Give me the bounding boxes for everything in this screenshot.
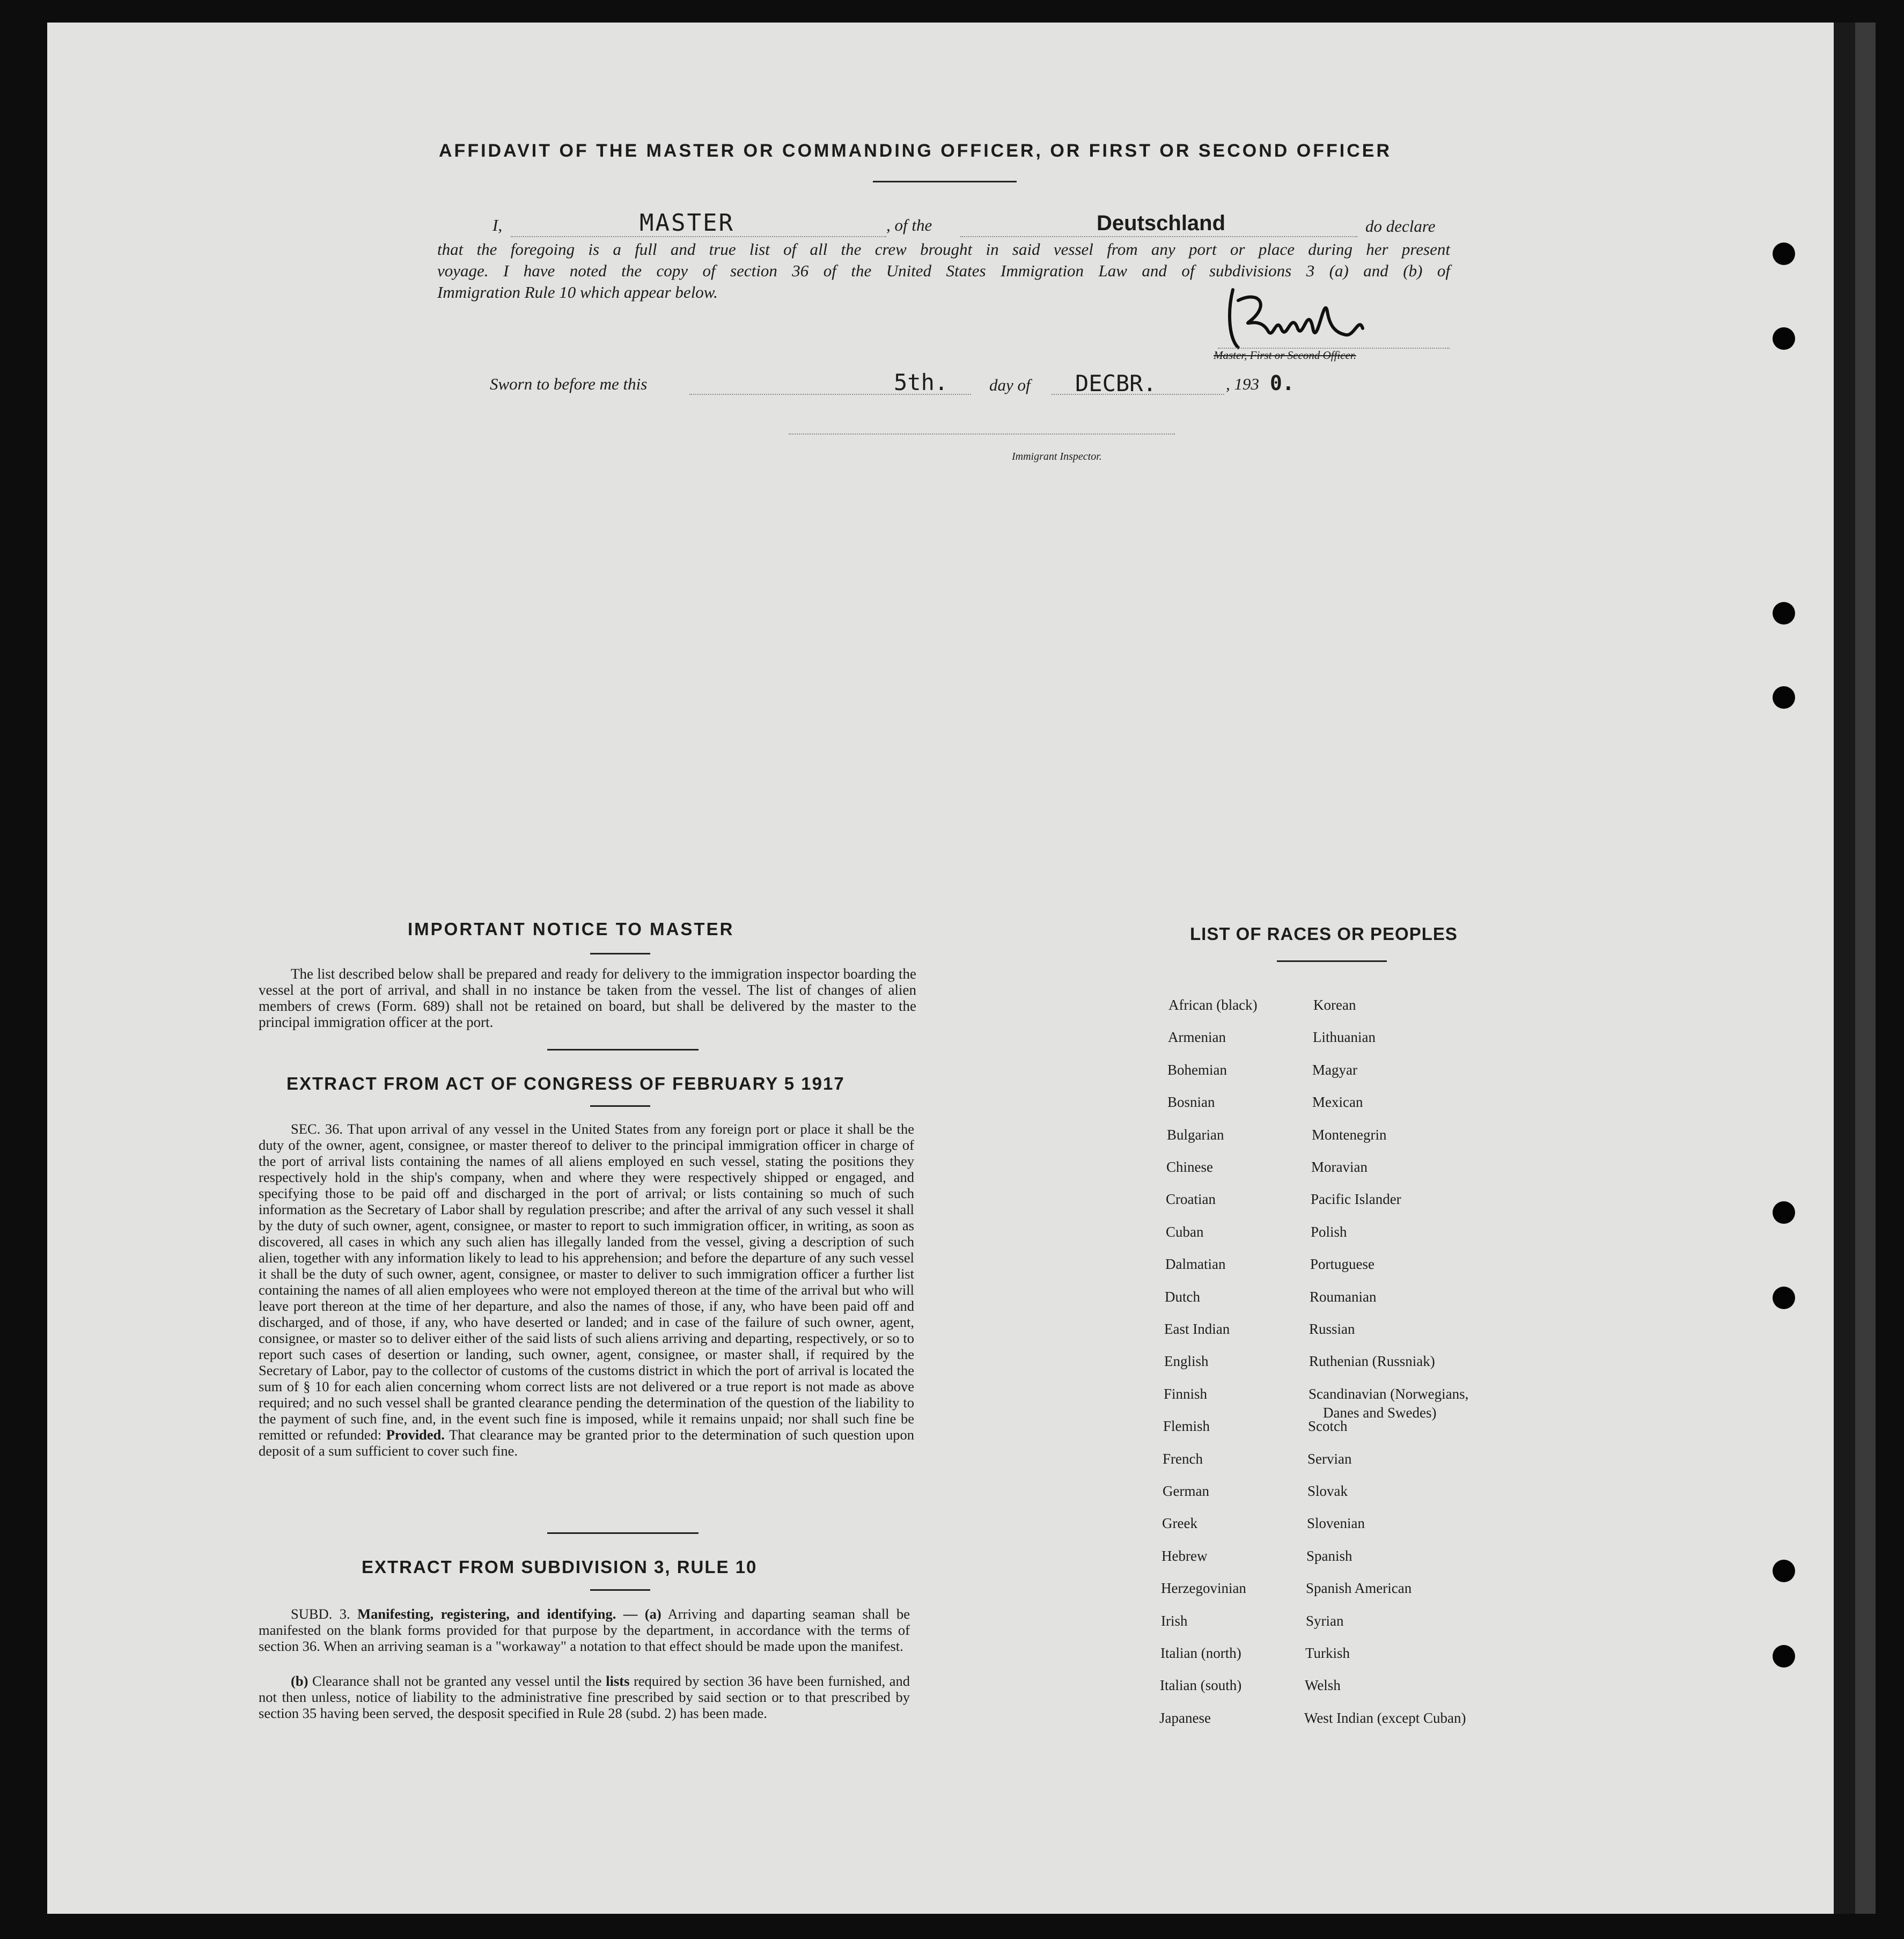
race-item: Italian (south): [1160, 1677, 1242, 1693]
subd-label: SUBD. 3.: [291, 1606, 350, 1622]
race-item: Pacific Islander: [1311, 1191, 1401, 1207]
notice-text: The list described below shall be prepared and ready for delivery to the immigration inspector boarding the vessel at the port of arrival, and shall in no instance be taken from the vessel. The list of changes of alien members of crews (Form. 689) shall not be retained on board, but shall be delivered by the master to the principal immigration officer at the port.: [259, 966, 916, 1030]
race-item: Flemish: [1163, 1418, 1210, 1434]
act-title: EXTRACT FROM ACT OF CONGRESS OF FEBRUARY 5 1917: [286, 1074, 845, 1093]
race-item-extra: Danes and Swedes): [1323, 1405, 1437, 1421]
punch-hole: [1773, 327, 1795, 350]
notice-end-rule: [547, 1049, 699, 1051]
binding-strip: [1855, 23, 1876, 1914]
races-rule: [1277, 960, 1387, 962]
subdivision-rule: [590, 1589, 650, 1591]
title-rule: [873, 181, 1017, 182]
race-item: Lithuanian: [1313, 1029, 1376, 1045]
notice-rule: [590, 953, 650, 954]
race-item: Scandinavian (Norwegians,: [1308, 1386, 1469, 1402]
subd-b-lists: lists: [606, 1673, 630, 1689]
race-item: English: [1164, 1353, 1209, 1369]
year-suffix: 0.: [1270, 371, 1295, 395]
race-item: Herzegovinian: [1161, 1580, 1246, 1596]
subd-heading: Manifesting, registering, and identifying.: [357, 1606, 616, 1622]
race-item: Moravian: [1311, 1159, 1368, 1175]
act-text: [259, 1121, 914, 1459]
punch-hole: [1773, 1560, 1795, 1582]
race-item: Montenegrin: [1312, 1127, 1387, 1143]
subd-a-text: Arriving and daparting seaman shall be manifested on the blank forms provided for that purpose by the department, in accordance with the terms of section 36. When an arriving seaman is a "workaway" a notation to that effect should be made upon the manifest.: [259, 1606, 910, 1654]
race-item: Hebrew: [1161, 1548, 1208, 1564]
race-item: Polish: [1311, 1224, 1347, 1240]
race-item: Scotch: [1308, 1418, 1348, 1434]
race-item: Bohemian: [1167, 1062, 1227, 1078]
race-item: Dalmatian: [1165, 1256, 1226, 1272]
race-item: Bulgarian: [1167, 1127, 1224, 1143]
race-item: Slovenian: [1307, 1515, 1365, 1531]
notice-title: IMPORTANT NOTICE TO MASTER: [408, 919, 734, 939]
race-item: Slovak: [1307, 1483, 1348, 1499]
race-item: Mexican: [1312, 1094, 1363, 1110]
punch-hole: [1773, 686, 1795, 709]
subd-b-text-1: Clearance shall not be granted any vessel until the: [312, 1673, 602, 1689]
signature-caption: Master, First or Second Officer.: [1214, 349, 1356, 362]
inspector-line: [789, 434, 1175, 435]
race-item: Magyar: [1312, 1062, 1357, 1078]
subdivision-b-text: [259, 1673, 910, 1721]
races-title: LIST OF RACES OR PEOPLES: [1190, 924, 1458, 944]
race-item: Croatian: [1166, 1191, 1216, 1207]
of-the-label: , of the: [886, 216, 932, 234]
race-item: Portuguese: [1310, 1256, 1374, 1272]
punch-hole: [1773, 602, 1795, 625]
officer-name: MASTER: [639, 209, 734, 237]
subd-b-text-2: required by section 36 have been furnished, and not then unless, notice of liability to the administrative fine prescribed by said section or to that prescribed by section 35 having been served, the desposit specified in Rule 28 (subd. 2) has been made.: [259, 1673, 910, 1721]
subdivision-title: EXTRACT FROM SUBDIVISION 3, RULE 10: [362, 1557, 758, 1577]
vessel-name: Deutschland: [1097, 211, 1226, 235]
sworn-month: DECBR.: [1075, 370, 1157, 396]
act-text-end: That clearance may be granted prior to the determination of such question upon deposit of a sum sufficient to cover such fine.: [259, 1427, 914, 1459]
year-prefix: , 193: [1226, 374, 1259, 393]
act-text-main: SEC. 36. That upon arrival of any vessel in the United States from any foreign port or place it shall be the duty of the owner, agent, consignee, or master thereof to deliver to the principal immigration officer in charge of the port of arrival lists containing the names of all aliens employed en such vessel, stating the positions they respectively hold in the ship's company, when and where they were respectively shipped or engaged, and specifying those to be paid off and discharged in the port of arrival; or lists containing so much of such information as the Secretary of Labor shall by regulation prescribe; and after the arrival of any such vessel it shall by the duty of such owner, agent, consignee, or master to report to such immigration officer, in writing, as soon as discovered, all cases in which any such alien has illegally landed from the vessel, giving a description of such alien, together with any information likely to lead to his apprehension; and before the departure of any such vessel it shall be the duty of such owner, agent, consignee, or master to deliver to such immigration officer a further list containing the names of all alien employees who were not employed thereon at the time of the arrival but who will leave port thereon at the time of her departure, and also the names of those, if any, who have been paid off and discharged, and of those, if any, who have deserted or landed; and in case of the failure of such owner, agent, consignee, or master so to deliver either of the said lists of such aliens arriving and departing, respectively, or so to report such cases of desertion or landing, such owner, agent, consignee, or master shall, if required by the Secretary of Labor, pay to the collector of customs of the customs district in which the port of arrival is located the sum of § 10 for each alien concerning whom correct lists are not delivered or a true report is not made as above required; and no such vessel shall be granted clearance pending the determination of the question of the liability to the payment of such fine, and, in the event such fine is imposed, while it remains unpaid; nor shall such fine be remitted or refunded:: [259, 1121, 914, 1443]
race-item: West Indian (except Cuban): [1304, 1710, 1466, 1726]
race-item: Japanese: [1159, 1710, 1211, 1726]
race-item: Welsh: [1305, 1677, 1341, 1693]
act-provided: Provided.: [386, 1427, 445, 1443]
subd-dash: —: [623, 1606, 638, 1622]
affidavit-line-1: that the foregoing is a full and true list of all the crew brought in said vessel from any port or place during her present: [437, 240, 1450, 259]
race-item: African (black): [1168, 997, 1258, 1013]
race-item: East Indian: [1164, 1321, 1230, 1337]
race-item: Russian: [1309, 1321, 1355, 1337]
punch-hole: [1773, 1645, 1795, 1668]
affidavit-line-3: Immigration Rule 10 which appear below.: [437, 283, 718, 302]
act-rule: [590, 1105, 650, 1107]
subd-b-label: (b): [291, 1673, 308, 1689]
day-of-label: day of: [989, 376, 1031, 394]
punch-hole: [1773, 1287, 1795, 1309]
race-item: Spanish: [1306, 1548, 1352, 1564]
punch-hole: [1773, 1201, 1795, 1224]
race-item: Korean: [1313, 997, 1356, 1013]
punch-hole: [1773, 243, 1795, 265]
do-declare-label: do declare: [1365, 217, 1436, 236]
race-item: French: [1163, 1451, 1203, 1467]
race-item: Spanish American: [1306, 1580, 1412, 1596]
race-item: Chinese: [1166, 1159, 1213, 1175]
sworn-label: Sworn to before me this: [490, 374, 648, 393]
affidavit-line-2: voyage. I have noted the copy of section 36 of the United States Immigration Law and of subdivisions 3 (a) and (b) of: [437, 261, 1450, 280]
vessel-line: [960, 236, 1357, 237]
race-item: Bosnian: [1167, 1094, 1215, 1110]
act-end-rule: [547, 1532, 699, 1534]
i-label: I,: [492, 216, 503, 234]
subdivision-text: [259, 1606, 910, 1654]
race-item: Servian: [1307, 1451, 1352, 1467]
race-item: Syrian: [1306, 1613, 1344, 1629]
race-item: Dutch: [1165, 1289, 1200, 1305]
race-item: Turkish: [1305, 1645, 1350, 1661]
race-item: Greek: [1162, 1515, 1197, 1531]
race-item: German: [1163, 1483, 1209, 1499]
subd-a-label: (a): [644, 1606, 661, 1622]
race-item: Finnish: [1164, 1386, 1208, 1402]
race-item: Armenian: [1168, 1029, 1226, 1045]
affidavit-title: AFFIDAVIT OF THE MASTER OR COMMANDING OFFICER, OR FIRST OR SECOND OFFICER: [439, 141, 1392, 161]
race-item: Cuban: [1166, 1224, 1204, 1240]
sworn-day: 5th.: [894, 369, 949, 395]
inspector-caption: Immigrant Inspector.: [1012, 451, 1102, 462]
race-item: Ruthenian (Russniak): [1309, 1353, 1435, 1369]
page-edge-shadow: [1834, 23, 1855, 1914]
race-item: Roumanian: [1310, 1289, 1377, 1305]
race-item: Irish: [1161, 1613, 1188, 1629]
race-item: Italian (north): [1160, 1645, 1241, 1661]
